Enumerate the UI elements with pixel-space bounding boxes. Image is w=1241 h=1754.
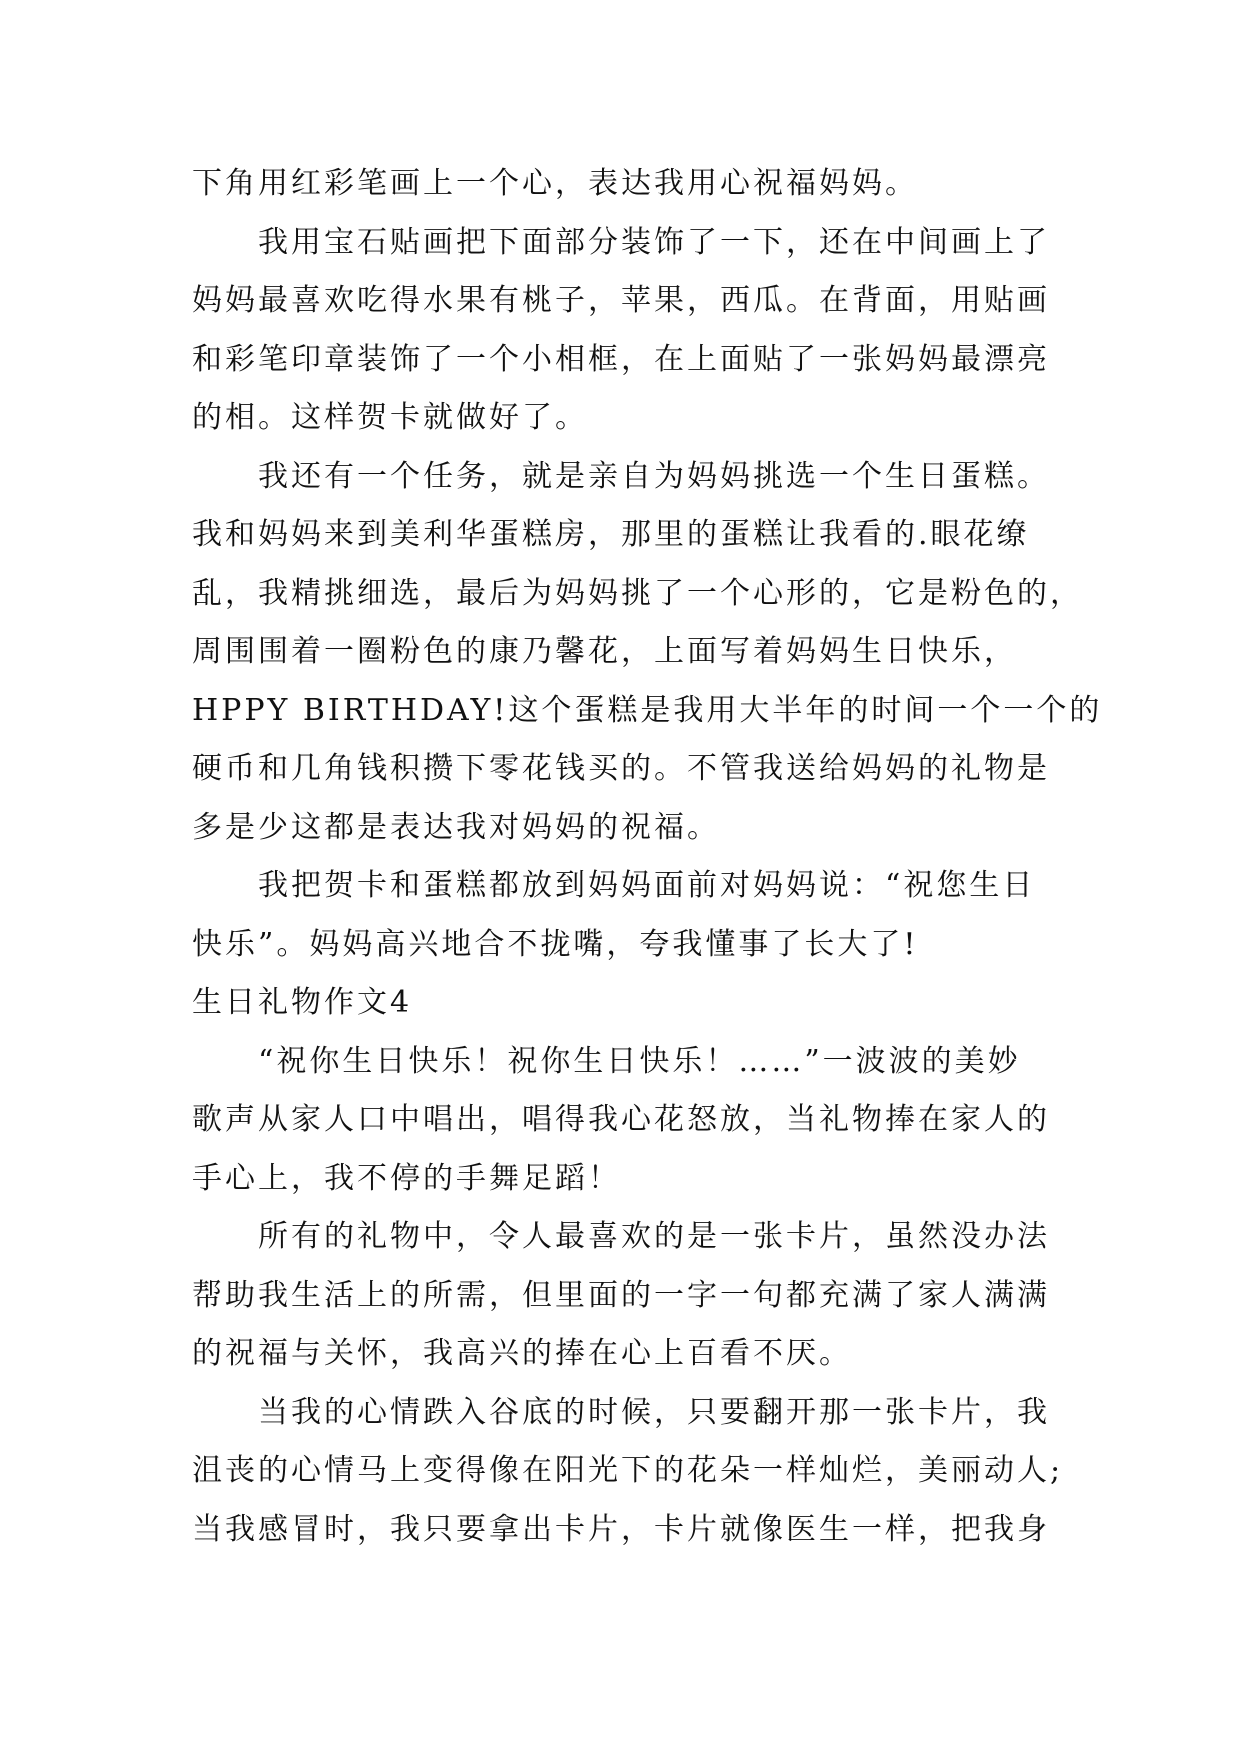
text-line: 下角用红彩笔画上一个心，表达我用心祝福妈妈。 xyxy=(192,166,918,201)
paragraph xyxy=(192,1033,1092,1209)
text-line: 的相。这样贺卡就做好了。 xyxy=(192,400,588,435)
text-line: 的祝福与关怀，我高兴的捧在心上百看不厌。 xyxy=(192,1336,852,1371)
text-line: “祝你生日快乐！祝你生日快乐！……”一波波的美妙 xyxy=(258,1043,1021,1079)
paragraph xyxy=(192,1384,1092,1560)
text-line: 妈妈最喜欢吃得水果有桃子，苹果，西瓜。在背面，用贴画 xyxy=(192,283,1050,318)
text-line: 乱，我精挑细选，最后为妈妈挑了一个心形的，它是粉色的， xyxy=(192,575,1083,611)
heading-text: 生日礼物作文4 xyxy=(192,985,413,1020)
text-line: 歌声从家人口中唱出，唱得我心花怒放，当礼物捧在家人的 xyxy=(192,1102,1050,1137)
paragraph xyxy=(192,857,1092,974)
paragraph xyxy=(192,1208,1092,1384)
text-line: 沮丧的心情马上变得像在阳光下的花朵一样灿烂，美丽动人; xyxy=(192,1453,1064,1488)
paragraph xyxy=(192,448,1103,858)
document-body xyxy=(192,155,1103,1559)
text-line: 当我的心情跌入谷底的时候，只要翻开那一张卡片，我 xyxy=(258,1394,1050,1430)
text-line: 多是少这都是表达我对妈妈的祝福。 xyxy=(192,809,720,845)
text-line: 我和妈妈来到美利华蛋糕房，那里的蛋糕让我看的.眼花缭 xyxy=(192,517,1030,552)
paragraph xyxy=(192,214,1092,448)
text-line: 我把贺卡和蛋糕都放到妈妈面前对妈妈说：“祝您生日 xyxy=(258,868,1036,903)
section-heading xyxy=(192,974,1092,1033)
text-line: 所有的礼物中，令人最喜欢的是一张卡片，虽然没办法 xyxy=(258,1219,1050,1254)
text-line: 帮助我生活上的所需，但里面的一字一句都充满了家人满满 xyxy=(192,1277,1050,1313)
text-line: HPPY BIRTHDAY!这个蛋糕是我用大半年的时间一个一个的 xyxy=(192,692,1103,728)
text-line: 当我感冒时，我只要拿出卡片，卡片就像医生一样，把我身 xyxy=(192,1511,1050,1547)
text-line: 手心上，我不停的手舞足蹈！ xyxy=(192,1160,621,1196)
text-line: 快乐”。妈妈高兴地合不拢嘴，夸我懂事了长大了! xyxy=(192,926,919,962)
text-line: 和彩笔印章装饰了一个小相框，在上面贴了一张妈妈最漂亮 xyxy=(192,341,1050,377)
text-line: 我还有一个任务，就是亲自为妈妈挑选一个生日蛋糕。 xyxy=(258,458,1050,494)
text-line: 我用宝石贴画把下面部分装饰了一下，还在中间画上了 xyxy=(258,224,1050,260)
text-line: 硬币和几角钱积攒下零花钱买的。不管我送给妈妈的礼物是 xyxy=(192,751,1050,786)
paragraph-continuation xyxy=(192,155,1092,214)
text-line: 周围围着一圈粉色的康乃馨花，上面写着妈妈生日快乐， xyxy=(192,634,1017,669)
